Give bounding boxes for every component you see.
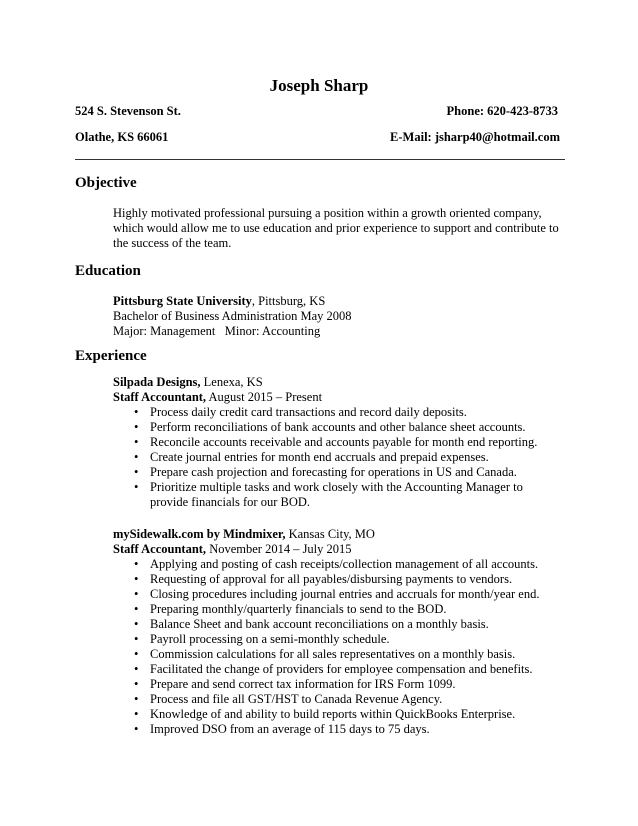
education-degree: Bachelor of Business Administration May 2008 <box>113 309 352 323</box>
job-2-duty: • Facilitated the change of providers for employee compensation and benefits. <box>150 662 539 677</box>
experience-heading: Experience <box>75 348 147 364</box>
job-1-company: Silpada Designs, <box>113 375 201 389</box>
objective-line-2: which would allow me to use education and prior experience to support and contribute to <box>113 221 559 235</box>
job-1-duty: • Process daily credit card transactions and record daily deposits. <box>150 405 537 420</box>
email-address: E-Mail: jsharp40@hotmail.com <box>390 130 560 144</box>
job-2-duty: • Payroll processing on a semi-monthly schedule. <box>150 632 539 647</box>
education-heading: Education <box>75 263 141 279</box>
job-1-duty: • Prioritize multiple tasks and work closely with the Accounting Manager to provide financials for our BOD. <box>150 480 530 510</box>
education-major-minor: Major: Management Minor: Accounting <box>113 324 321 338</box>
phone-number: Phone: 620-423-8733 <box>446 104 558 118</box>
address-line-1: 524 S. Stevenson St. <box>75 104 181 118</box>
job-1-title-line <box>113 390 322 405</box>
job-2-duty: • Preparing monthly/quarterly financials to send to the BOD. <box>150 602 539 617</box>
objective-heading: Objective <box>75 175 137 191</box>
job-2-duty: • Improved DSO from an average of 115 days to 75 days. <box>150 722 539 737</box>
job-1-duties <box>150 405 537 510</box>
job-1-company-line <box>113 375 263 390</box>
school-location: , Pittsburg, KS <box>251 294 326 308</box>
objective-line-1: Highly motivated professional pursuing a position within a growth oriented company, <box>113 206 542 220</box>
header-divider <box>75 159 565 160</box>
job-2-duty: • Commission calculations for all sales representatives on a monthly basis. <box>150 647 539 662</box>
objective-line-3: the success of the team. <box>113 236 232 250</box>
job-2-duty: • Knowledge of and ability to build reports within QuickBooks Enterprise. <box>150 707 539 722</box>
job-1-title: Staff Accountant, <box>113 390 207 404</box>
job-1-dates: August 2015 – Present <box>206 390 323 404</box>
job-2-location: Kansas City, MO <box>285 527 375 541</box>
job-2-duty: • Balance Sheet and bank account reconciliations on a monthly basis. <box>150 617 539 632</box>
job-2-title-line <box>113 542 352 557</box>
job-2-dates: November 2014 – July 2015 <box>206 542 352 556</box>
school-name: Pittsburg State University <box>113 294 252 308</box>
job-1-duty: • Create journal entries for month end accruals and prepaid expenses. <box>150 450 537 465</box>
job-2-duty: • Prepare and send correct tax information for IRS Form 1099. <box>150 677 539 692</box>
job-2-title: Staff Accountant, <box>113 542 207 556</box>
job-2-duty: • Requesting of approval for all payables/disbursing payments to vendors. <box>150 572 539 587</box>
job-1-duty: • Prepare cash projection and forecasting for operations in US and Canada. <box>150 465 537 480</box>
candidate-name: Joseph Sharp <box>269 76 369 95</box>
job-1-duty: • Reconcile accounts receivable and accounts payable for month end reporting. <box>150 435 537 450</box>
job-2-company: mySidewalk.com by Mindmixer, <box>113 527 286 541</box>
job-2-company-line <box>113 527 375 542</box>
job-1-duty: • Perform reconciliations of bank accounts and other balance sheet accounts. <box>150 420 537 435</box>
job-2-duties <box>150 557 539 737</box>
job-1-location: Lenexa, KS <box>200 375 263 389</box>
job-2-duty: • Applying and posting of cash receipts/collection management of all accounts. <box>150 557 539 572</box>
education-school-line <box>113 294 325 309</box>
job-2-duty: • Process and file all GST/HST to Canada Revenue Agency. <box>150 692 539 707</box>
address-line-2: Olathe, KS 66061 <box>75 130 169 144</box>
job-2-duty: • Closing procedures including journal entries and accruals for month/year end. <box>150 587 539 602</box>
